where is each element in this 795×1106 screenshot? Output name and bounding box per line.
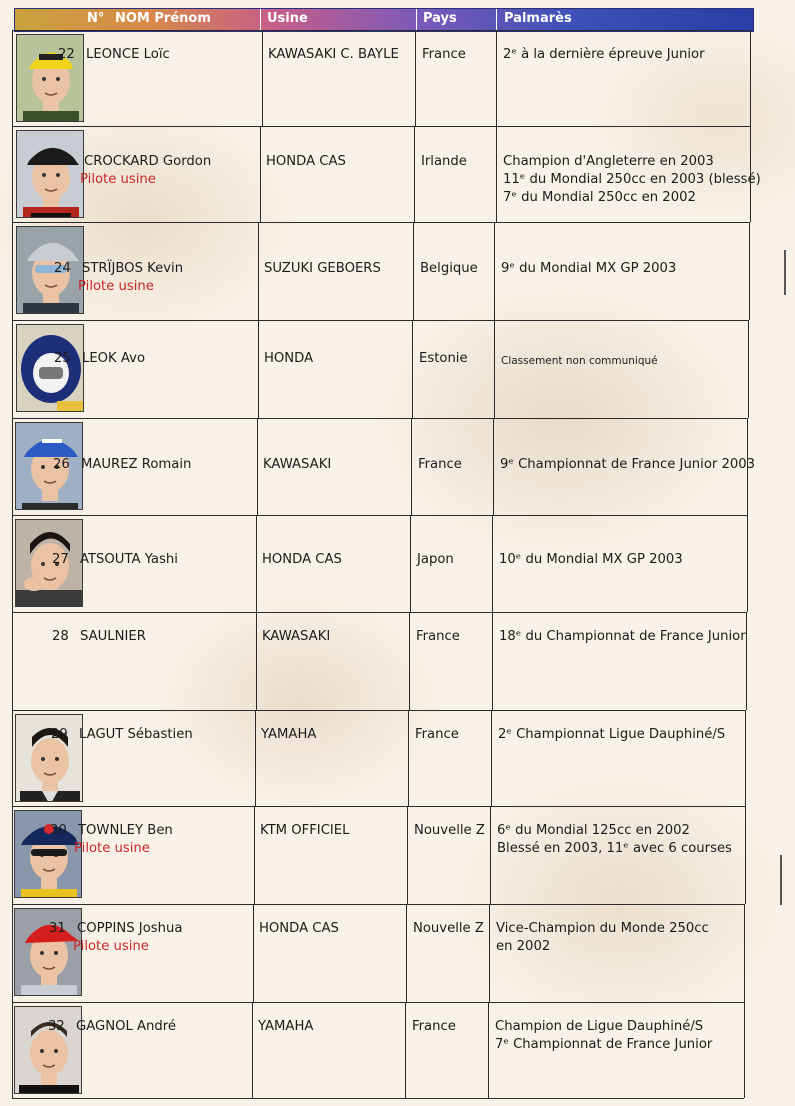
rider-pays: France <box>415 727 459 742</box>
rider-usine: HONDA CAS <box>259 921 339 936</box>
rider-pays: France <box>416 629 460 644</box>
rider-palmares-line: Classement non communiqué <box>501 355 658 367</box>
rider-usine: KAWASAKI C. BAYLE <box>268 47 399 62</box>
rider-number: 28 <box>52 629 69 644</box>
rider-usine: YAMAHA <box>261 727 317 742</box>
rider-usine: YAMAHA <box>258 1019 314 1034</box>
table-row <box>0 30 795 126</box>
rider-pays: Estonie <box>419 351 468 366</box>
rider-palmares-line: 2ᵉ Championnat Ligue Dauphiné/S <box>498 727 726 742</box>
rider-pays: Japon <box>417 552 454 567</box>
rider-usine: KAWASAKI <box>262 629 331 644</box>
rider-palmares-line: 10ᵉ du Mondial MX GP 2003 <box>499 552 683 567</box>
rider-pays: Belgique <box>420 261 478 276</box>
photo-red-cap <box>14 908 82 996</box>
rider-usine: HONDA CAS <box>262 552 342 567</box>
rider-number: 27 <box>52 552 69 567</box>
rider-palmares-line: 11ᵉ du Mondial 250cc en 2003 (blessé) <box>503 172 761 187</box>
header-usine: Usine <box>267 11 308 26</box>
table-row <box>0 612 795 710</box>
rider-number: 25 <box>54 351 71 366</box>
table-row <box>0 710 795 806</box>
header-name: NOM Prénom <box>115 11 211 26</box>
page-edge-mark <box>784 250 786 295</box>
rider-pays: Nouvelle Z <box>413 921 484 936</box>
rider-status: Pilote usine <box>78 279 154 294</box>
rider-status: Pilote usine <box>74 841 150 856</box>
rider-palmares-line: 7ᵉ Championnat de France Junior <box>495 1037 713 1052</box>
row-divider <box>12 1098 744 1099</box>
table-row <box>0 320 795 418</box>
rider-number: 26 <box>53 457 70 472</box>
rider-palmares-line: Champion d'Angleterre en 2003 <box>503 154 714 169</box>
rider-palmares-line: 6ᵉ du Mondial 125cc en 2002 <box>497 823 690 838</box>
rider-pays: France <box>418 457 462 472</box>
rider-number: 31 <box>49 921 66 936</box>
table-row <box>0 126 795 222</box>
photo-black-cap <box>16 130 84 218</box>
rider-palmares-line: Blessé en 2003, 11ᵉ avec 6 courses <box>497 841 732 856</box>
rider-palmares-line: 18ᵉ du Championnat de France Junior <box>499 629 746 644</box>
rider-number: 23 <box>56 154 73 169</box>
photo-helmet <box>16 324 84 412</box>
header-num: N° <box>87 11 105 26</box>
rider-name: MAUREZ Romain <box>81 457 192 472</box>
rider-pays: France <box>412 1019 456 1034</box>
rider-palmares-line: 9ᵉ Championnat de France Junior 2003 <box>500 457 756 472</box>
rider-usine: KTM OFFICIEL <box>260 823 350 838</box>
rider-usine: SUZUKI GEBOERS <box>264 261 381 276</box>
rider-usine: HONDA CAS <box>266 154 346 169</box>
rider-palmares-line: 7ᵉ du Mondial 250cc en 2002 <box>503 190 696 205</box>
rider-name: CROCKARD Gordon <box>84 154 212 169</box>
rider-name: ATSOUTA Yashi <box>80 552 178 567</box>
rider-number: 30 <box>50 823 67 838</box>
rider-status: Pilote usine <box>73 939 149 954</box>
table-row <box>0 222 795 320</box>
table-row <box>0 418 795 515</box>
rider-usine: HONDA <box>264 351 314 366</box>
rider-number: 32 <box>48 1019 65 1034</box>
rider-name: LEOK Avo <box>82 351 146 366</box>
table-row <box>0 904 795 1002</box>
rider-number: 22 <box>58 47 75 62</box>
rider-palmares-line: Champion de Ligue Dauphiné/S <box>495 1019 704 1034</box>
rider-name: SAULNIER <box>80 629 146 644</box>
rider-palmares-line: 9ᵉ du Mondial MX GP 2003 <box>501 261 677 276</box>
rider-status: Pilote usine <box>80 172 156 187</box>
rider-palmares-line: en 2002 <box>496 939 551 954</box>
rider-pays: Nouvelle Z <box>414 823 485 838</box>
rider-name: TOWNLEY Ben <box>78 823 173 838</box>
rider-palmares-line: 2ᵉ à la dernière épreuve Junior <box>503 47 705 62</box>
rider-number: 24 <box>54 261 71 276</box>
rider-usine: KAWASAKI <box>263 457 332 472</box>
header-palmares: Palmarès <box>504 11 572 26</box>
rider-name: LAGUT Sébastien <box>79 727 193 742</box>
page-edge-mark <box>780 855 782 905</box>
rider-name: LEONCE Loïc <box>86 47 170 62</box>
rider-palmares-line: Vice-Champion du Monde 250cc <box>496 921 709 936</box>
rider-number: 29 <box>51 727 68 742</box>
rider-name: GAGNOL André <box>76 1019 177 1034</box>
rider-name: COPPINS Joshua <box>77 921 183 936</box>
table-row <box>0 515 795 612</box>
rider-pays: Irlande <box>421 154 467 169</box>
rider-pays: France <box>422 47 466 62</box>
table-row <box>0 1002 795 1098</box>
rider-name: STRÏJBOS Kevin <box>82 261 184 276</box>
header-pays: Pays <box>423 11 457 26</box>
table-row <box>0 806 795 904</box>
